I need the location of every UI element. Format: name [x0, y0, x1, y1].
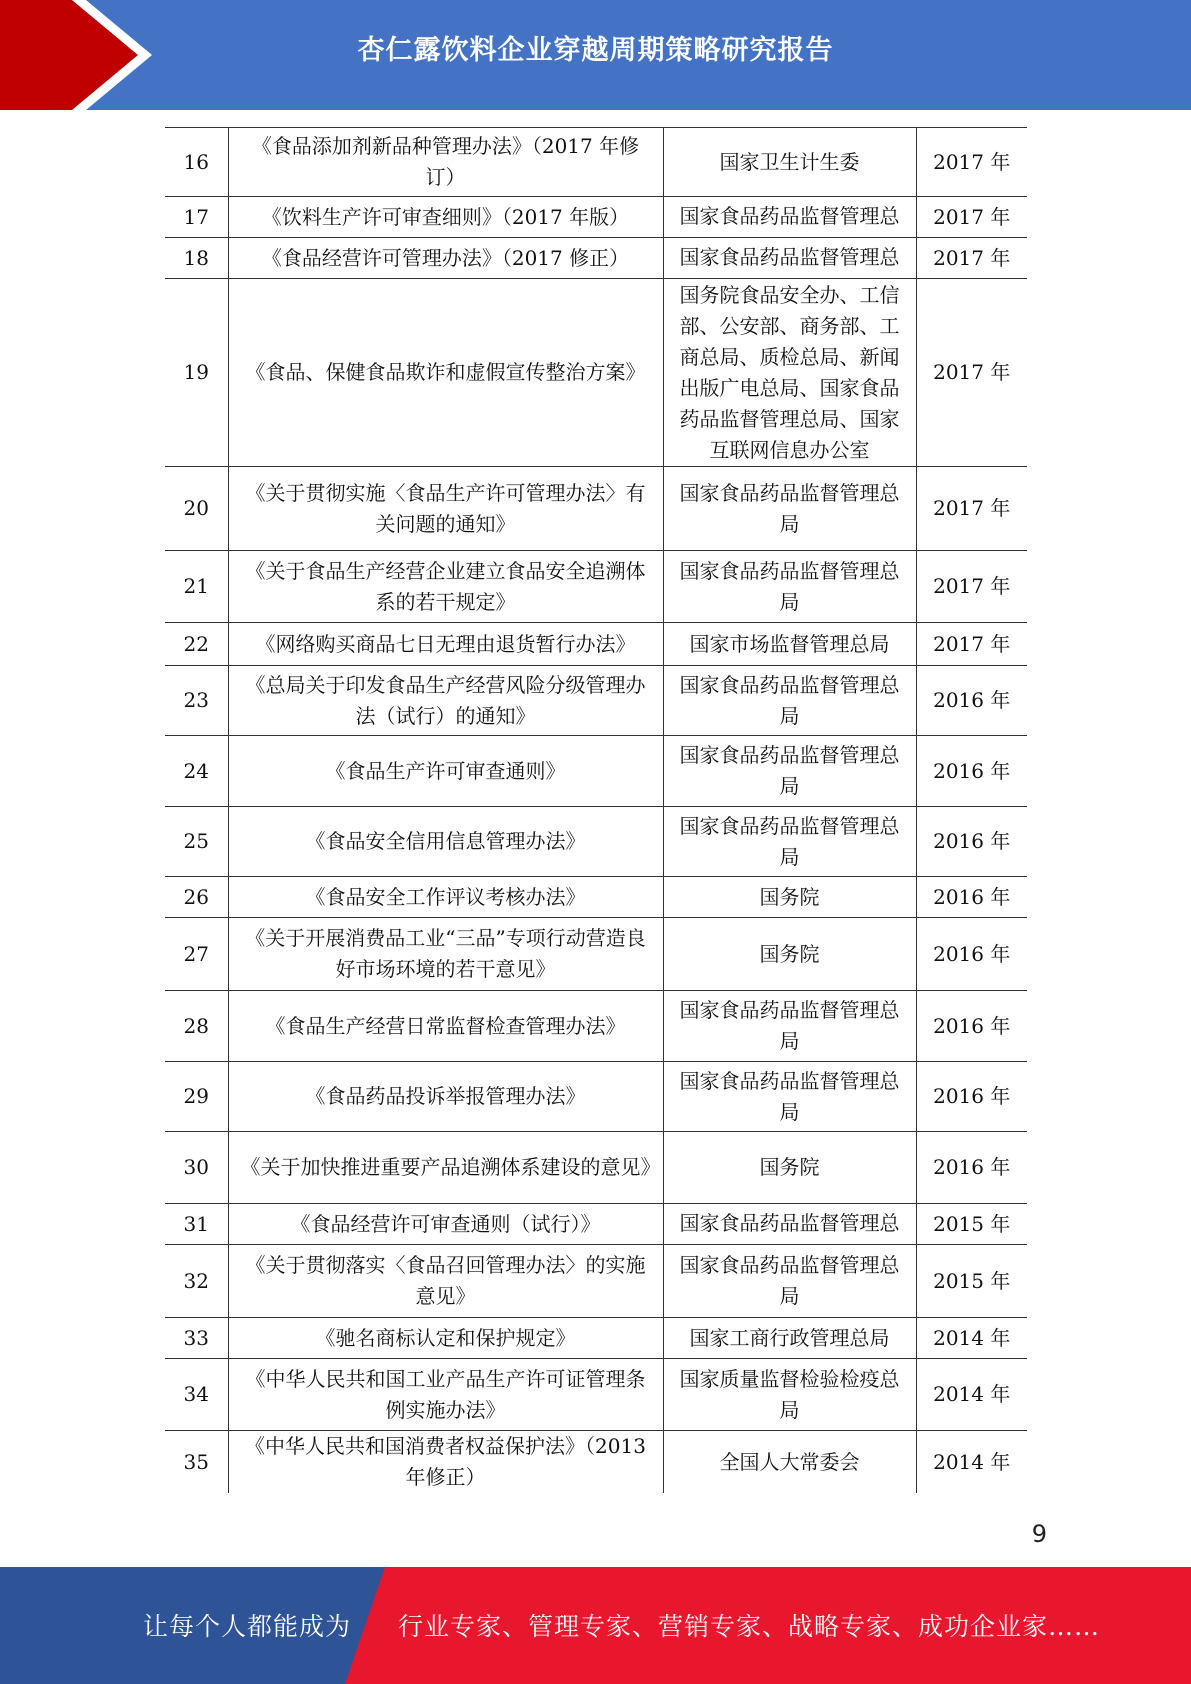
table-row: [165, 1062, 1027, 1132]
regulation-name: 《关于食品生产经营企业建立食品安全追溯体系的若干规定》: [228, 551, 663, 623]
issuing-agency: 国家食品药品监督管理总局: [663, 991, 916, 1062]
row-number: 19: [165, 279, 228, 467]
issue-year: 2016 年: [916, 666, 1027, 736]
issuing-agency: 国家食品药品监督管理总: [663, 1204, 916, 1245]
issue-year: 2017 年: [916, 467, 1027, 551]
issuing-agency: 国家食品药品监督管理总局: [663, 666, 916, 736]
table-row: [165, 623, 1027, 666]
table-row: [165, 197, 1027, 238]
row-number: 27: [165, 918, 228, 991]
regulation-name: 《关于贯彻实施〈食品生产许可管理办法〉有关问题的通知》: [228, 467, 663, 551]
issue-year: 2016 年: [916, 1132, 1027, 1204]
table-row: [165, 807, 1027, 877]
issue-year: 2016 年: [916, 807, 1027, 877]
row-number: 34: [165, 1359, 228, 1431]
footer-slogan-right: 行业专家、管理专家、营销专家、战略专家、成功企业家……: [398, 1612, 1101, 1641]
issuing-agency: 国家食品药品监督管理总: [663, 197, 916, 238]
regulation-name: 《食品经营许可审查通则（试行）》: [228, 1204, 663, 1245]
table-row: [165, 279, 1027, 467]
row-number: 24: [165, 736, 228, 807]
issuing-agency: 国务院: [663, 918, 916, 991]
regulation-name: 《食品安全工作评议考核办法》: [228, 877, 663, 918]
issuing-agency: 国务院: [663, 877, 916, 918]
issue-year: 2015 年: [916, 1245, 1027, 1318]
row-number: 16: [165, 128, 228, 197]
regulation-name: 《总局关于印发食品生产经营风险分级管理办法（试行）的通知》: [228, 666, 663, 736]
issuing-agency: 国家质量监督检验检疫总局: [663, 1359, 916, 1431]
issuing-agency: 国家食品药品监督管理总局: [663, 551, 916, 623]
issuing-agency: 国家食品药品监督管理总局: [663, 807, 916, 877]
issue-year: 2017 年: [916, 551, 1027, 623]
issuing-agency: 国家食品药品监督管理总局: [663, 1245, 916, 1318]
table-row: [165, 467, 1027, 551]
regulation-name: 《网络购买商品七日无理由退货暂行办法》: [228, 623, 663, 666]
table-row: [165, 991, 1027, 1062]
regulation-name: 《驰名商标认定和保护规定》: [228, 1318, 663, 1359]
row-number: 21: [165, 551, 228, 623]
table-row: [165, 1245, 1027, 1318]
regulation-name: 《食品安全信用信息管理办法》: [228, 807, 663, 877]
row-number: 29: [165, 1062, 228, 1132]
row-number: 22: [165, 623, 228, 666]
footer-slogan-left: 让每个人都能成为: [143, 1612, 352, 1641]
issuing-agency: 国务院: [663, 1132, 916, 1204]
regulation-name: 《食品药品投诉举报管理办法》: [228, 1062, 663, 1132]
issue-year: 2016 年: [916, 736, 1027, 807]
table-row: [165, 1132, 1027, 1204]
page-header: [0, 0, 1191, 110]
issuing-agency: 国家工商行政管理总局: [663, 1318, 916, 1359]
row-number: 35: [165, 1431, 228, 1494]
issuing-agency: 国家食品药品监督管理总局: [663, 736, 916, 807]
regulation-name: 《食品生产许可审查通则》: [228, 736, 663, 807]
regulation-name: 《食品添加剂新品种管理办法》（2017 年修订）: [228, 128, 663, 197]
regulation-name: 《中华人民共和国工业产品生产许可证管理条例实施办法》: [228, 1359, 663, 1431]
table-row: [165, 1204, 1027, 1245]
table-row: [165, 877, 1027, 918]
regulation-name: 《关于开展消费品工业“三品”专项行动营造良好市场环境的若干意见》: [228, 918, 663, 991]
issue-year: 2016 年: [916, 877, 1027, 918]
issuing-agency: 国家食品药品监督管理总: [663, 238, 916, 279]
table-row: [165, 1431, 1027, 1494]
regulation-name: 《食品生产经营日常监督检查管理办法》: [228, 991, 663, 1062]
row-number: 32: [165, 1245, 228, 1318]
issue-year: 2016 年: [916, 918, 1027, 991]
table-row: [165, 1359, 1027, 1431]
table-row: [165, 736, 1027, 807]
issuing-agency: 国家食品药品监督管理总局: [663, 1062, 916, 1132]
row-number: 23: [165, 666, 228, 736]
issuing-agency: 国家卫生计生委: [663, 128, 916, 197]
table-row: [165, 551, 1027, 623]
regulation-name: 《中华人民共和国消费者权益保护法》（2013 年修正）: [228, 1431, 663, 1494]
issuing-agency: 国家市场监督管理总局: [663, 623, 916, 666]
regulation-name: 《食品、保健食品欺诈和虚假宣传整治方案》: [228, 279, 663, 467]
report-title: 杏仁露饮料企业穿越周期策略研究报告: [357, 35, 834, 66]
row-number: 26: [165, 877, 228, 918]
issue-year: 2016 年: [916, 991, 1027, 1062]
issuing-agency: 全国人大常委会: [663, 1431, 916, 1494]
issue-year: 2017 年: [916, 238, 1027, 279]
row-number: 17: [165, 197, 228, 238]
table-row: [165, 128, 1027, 197]
issue-year: 2016 年: [916, 1062, 1027, 1132]
table-row: [165, 1318, 1027, 1359]
row-number: 31: [165, 1204, 228, 1245]
issue-year: 2017 年: [916, 197, 1027, 238]
issue-year: 2014 年: [916, 1318, 1027, 1359]
row-number: 25: [165, 807, 228, 877]
issue-year: 2014 年: [916, 1359, 1027, 1431]
issue-year: 2014 年: [916, 1431, 1027, 1494]
issue-year: 2017 年: [916, 128, 1027, 197]
table-row: [165, 238, 1027, 279]
issuing-agency: 国务院食品安全办、工信部、公安部、商务部、工商总局、质检总局、新闻出版广电总局、国家食品药品监督管理总局、国家互联网信息办公室: [663, 279, 916, 467]
row-number: 20: [165, 467, 228, 551]
regulations-table: [165, 127, 1027, 1493]
regulation-name: 《食品经营许可管理办法》（2017 修正）: [228, 238, 663, 279]
table-row: [165, 666, 1027, 736]
row-number: 30: [165, 1132, 228, 1204]
issue-year: 2017 年: [916, 279, 1027, 467]
issue-year: 2017 年: [916, 623, 1027, 666]
regulation-name: 《关于贯彻落实〈食品召回管理办法〉的实施意见》: [228, 1245, 663, 1318]
row-number: 28: [165, 991, 228, 1062]
page-number: 9: [1031, 1520, 1047, 1548]
table-row: [165, 918, 1027, 991]
regulation-name: 《饮料生产许可审查细则》（2017 年版）: [228, 197, 663, 238]
row-number: 33: [165, 1318, 228, 1359]
row-number: 18: [165, 238, 228, 279]
page-footer: [0, 1567, 1191, 1684]
regulation-name: 《关于加快推进重要产品追溯体系建设的意见》: [228, 1132, 663, 1204]
issue-year: 2015 年: [916, 1204, 1027, 1245]
issuing-agency: 国家食品药品监督管理总局: [663, 467, 916, 551]
